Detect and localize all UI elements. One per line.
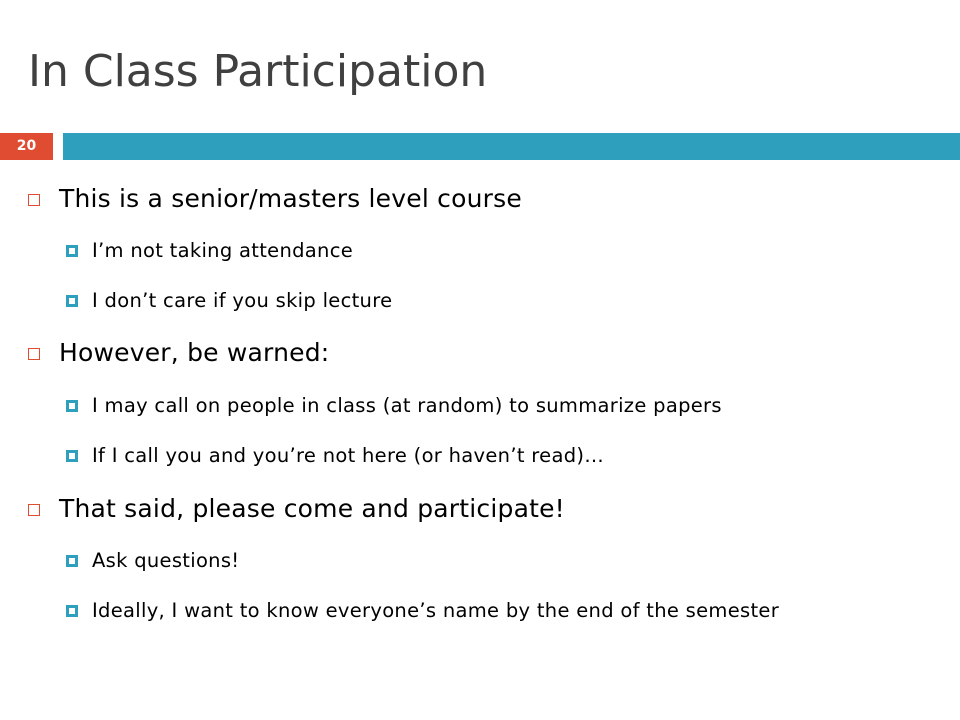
- sub-bullet-text: Ideally, I want to know everyone’s name by the end of the semester: [92, 599, 780, 622]
- bullet-text: This is a senior/masters level course: [59, 184, 522, 213]
- filled-square-bullet-icon: [66, 555, 78, 567]
- sub-bullet-text: I may call on people in class (at random) to summarize papers: [92, 394, 722, 417]
- bullet-item-2: [28, 338, 329, 368]
- sub-bullet-item-1-1: [66, 234, 353, 267]
- sub-bullet-item-1-2: [66, 284, 392, 317]
- slide-title: In Class Participation: [28, 46, 488, 97]
- hollow-square-bullet-icon: [28, 348, 40, 360]
- sub-bullet-text: Ask questions!: [92, 549, 240, 572]
- filled-square-bullet-icon: [66, 605, 78, 617]
- hollow-square-bullet-icon: [28, 504, 40, 516]
- bullet-text: That said, please come and participate!: [59, 494, 565, 523]
- sub-bullet-text: I’m not taking attendance: [92, 239, 354, 262]
- sub-bullet-item-2-1: [66, 389, 722, 422]
- page-number-badge: 20: [0, 133, 53, 160]
- filled-square-bullet-icon: [66, 400, 78, 412]
- hollow-square-bullet-icon: [28, 194, 40, 206]
- sub-bullet-text: I don’t care if you skip lecture: [92, 289, 393, 312]
- bullet-text: However, be warned:: [59, 338, 330, 367]
- sub-bullet-item-3-1: [66, 544, 239, 577]
- filled-square-bullet-icon: [66, 295, 78, 307]
- sub-bullet-item-2-2: [66, 439, 604, 472]
- bullet-item-3: [28, 494, 565, 524]
- sub-bullet-text: If I call you and you’re not here (or haven’t read)…: [92, 444, 605, 467]
- filled-square-bullet-icon: [66, 450, 78, 462]
- sub-bullet-item-3-2: [66, 594, 942, 627]
- filled-square-bullet-icon: [66, 245, 78, 257]
- bullet-item-1: [28, 184, 522, 214]
